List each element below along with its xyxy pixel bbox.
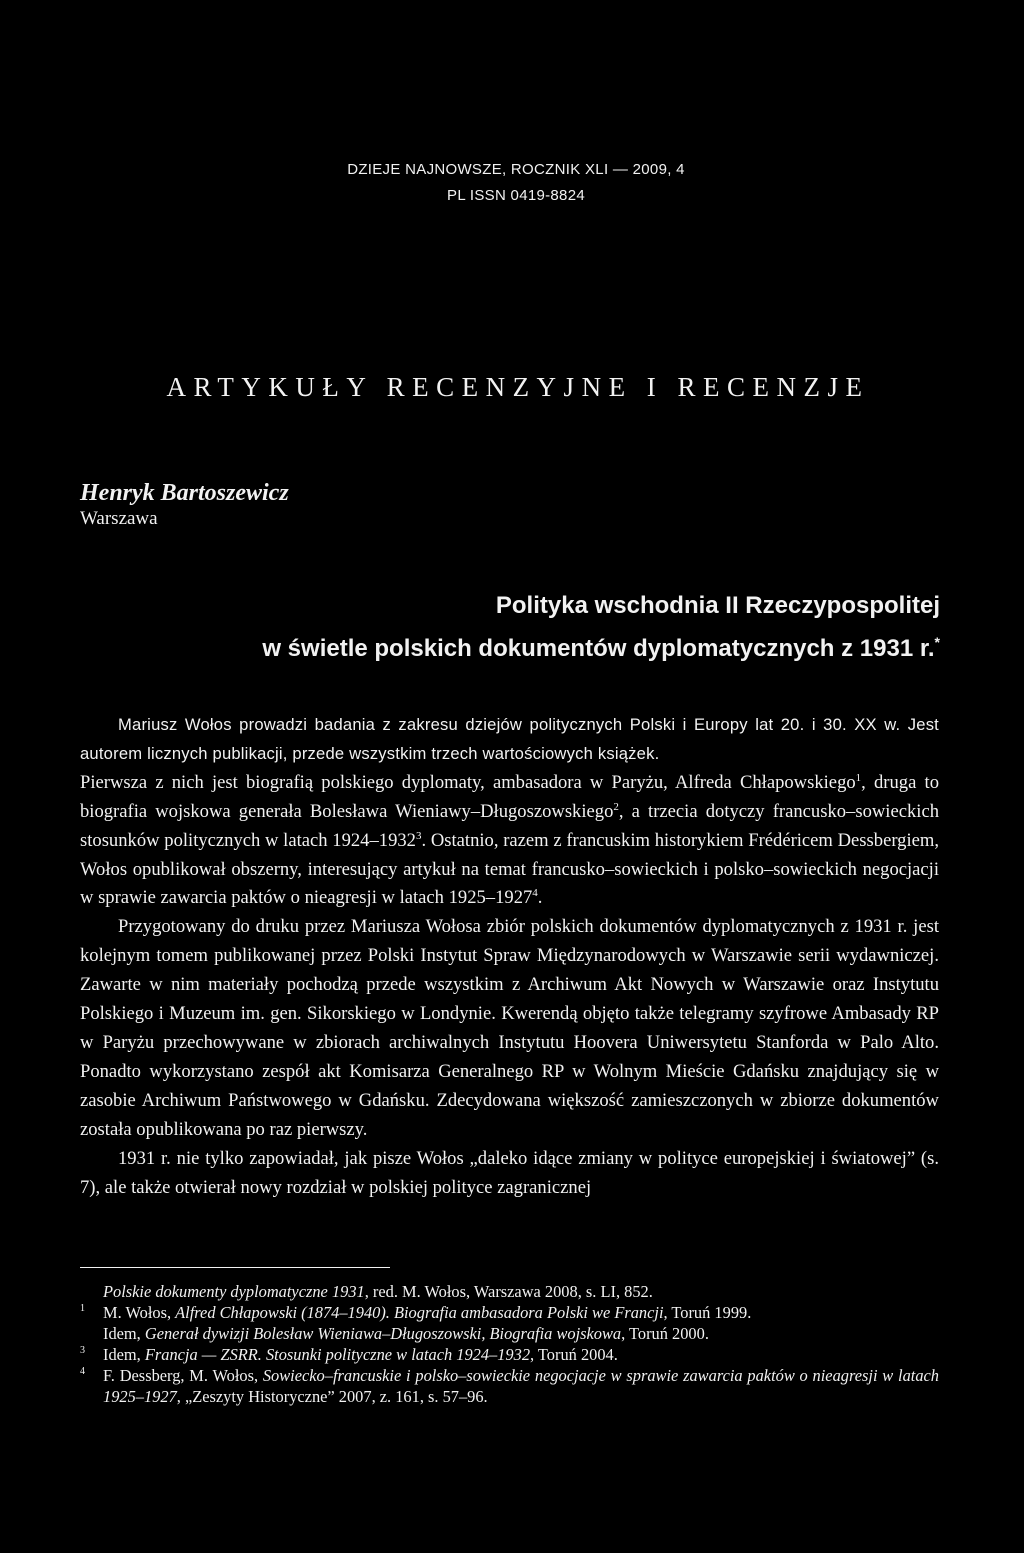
footnote-number: 3 xyxy=(80,1345,85,1356)
title-footnote-mark: * xyxy=(934,634,940,650)
footnote-3 xyxy=(80,1344,939,1365)
footnote-text: , red. M. Wołos, Warszawa 2008, s. LI, 852. xyxy=(364,1282,653,1301)
paragraph-1-cont xyxy=(80,769,939,914)
journal-header xyxy=(80,157,952,209)
footnote-italic: Generał dywizji Bolesław Wieniawa–Długoszowski, Biografia wojskowa xyxy=(144,1324,622,1343)
document-page xyxy=(80,0,952,1553)
article-title-line2 xyxy=(80,624,940,667)
section-heading: ARTYKUŁY RECENZYJNE I RECENZJE xyxy=(166,372,870,402)
footnote-text: Idem, xyxy=(103,1345,145,1364)
footnote-2 xyxy=(80,1323,939,1344)
footnote-star xyxy=(80,1281,939,1302)
paragraph-1-text-d: , a trzecia dotyczy francusko–sowieckich stosunków politycznych w latach 1924–1932 xyxy=(80,800,939,851)
footnote-text: , Toruń 2000. xyxy=(621,1324,709,1343)
footnote-text: , „Zeszyty Historyczne” 2007, z. 161, s. 57–96. xyxy=(176,1387,488,1406)
paragraph-1-intro: Mariusz Wołos prowadzi badania z zakresu dziejów politycznych Polski i Europy lat 20. i 30. XX w. Jest autorem licznych publikacji, przede wszystkim trzech wartościowych książek. xyxy=(80,715,939,763)
footnote-italic: Francja — ZSRR. Stosunki polityczne w latach 1924–1932 xyxy=(144,1345,531,1364)
article-body xyxy=(80,711,939,1202)
paragraph-1 xyxy=(80,711,939,769)
paragraph-1-text-e: . Ostatnio, razem z francuskim historykiem Frédéricem Dessbergiem, Wołos opublikował obszerny, interesujący artykuł na temat francusko–sowieckich i polsko–sowieckich negocjacji w sprawie zawarcia paktów o nieagresji w latach 1925–1927 xyxy=(80,829,940,909)
footnote-separator xyxy=(80,1267,390,1268)
footnote-text: , Toruń 2004. xyxy=(530,1345,618,1364)
footnote-italic: Polskie dokumenty dyplomatyczne 1931 xyxy=(103,1282,365,1301)
footnote-number: 1 xyxy=(80,1303,85,1314)
paragraph-2: Przygotowany do druku przez Mariusza Wołosa zbiór polskich dokumentów dyplomatycznych z 1931 r. jest kolejnym tomem publikowanej przez Polski Instytut Spraw Międzynarodowych w Warszawie serii wydawniczej. Zawarte w nim materiały pochodzą przede wszystkim z Archiwum Akt Nowych w Warszawie oraz Instytutu Polskiego i Muzeum im. gen. Sikorskiego w Londynie. Kwerendą objęto także telegramy szyfrowe Ambasady RP w Paryżu przechowywane w zbiorach archiwalnych Instytutu Hoovera Uniwersytetu Stanforda w Palo Alto. Ponadto wykorzystano zespół akt Komisarza Generalnego RP w Wolnym Mieście Gdańsku znajdujący się w zasobie Archiwum Państwowego w Gdańsku. Zdecydowana większość zamieszczonych w zbiorze dokumentów została opublikowana po raz pierwszy. xyxy=(80,916,939,1140)
footnote-ref-2: 2 xyxy=(613,800,619,813)
footnotes xyxy=(80,1281,939,1407)
footnote-text: Idem, xyxy=(103,1324,145,1343)
footnote-italic: Sowiecko–francuskie i polsko–sowieckie negocjacje w sprawie zawarcia paktów o nieagresji w latach 1925–1927 xyxy=(103,1366,939,1406)
paragraph-3: 1931 r. nie tylko zapowiadał, jak pisze Wołos „daleko idące zmiany w polityce europejskiej i światowej” (s. 7), ale także otwierał nowy rozdział w polskiej polityce zagranicznej xyxy=(80,1147,939,1198)
footnote-text: M. Wołos, xyxy=(103,1303,176,1322)
footnote-ref-1: 1 xyxy=(855,771,862,784)
article-title-line2-text: w świetle polskich dokumentów dyplomatycznych z 1931 r. xyxy=(262,635,935,662)
footnote-italic: Alfred Chłapowski (1874–1940). Biografia ambasadora Polski we Francji xyxy=(175,1303,664,1322)
footnote-text: , Toruń 1999. xyxy=(663,1303,752,1322)
author-city: Warszawa xyxy=(80,508,158,529)
footnote-ref-4: 4 xyxy=(532,887,538,900)
footnote-4 xyxy=(80,1365,939,1407)
footnote-ref-3: 3 xyxy=(415,829,422,842)
journal-title: DZIEJE NAJNOWSZE, ROCZNIK XLI — 2009, 4 xyxy=(347,161,685,178)
paragraph-1-text-b: Pierwsza z nich jest biografią polskiego dyplomaty, ambasadora w Paryżu, Alfreda Chłapowskiego xyxy=(80,771,856,793)
footnote-number: 4 xyxy=(80,1366,85,1377)
footnote-text: F. Dessberg, M. Wołos, xyxy=(103,1366,263,1385)
article-title xyxy=(80,588,940,667)
article-title-line1: Polityka wschodnia II Rzeczypospolitej xyxy=(495,592,940,619)
paragraph-1-text-c: , druga to biografia wojskowa generała Bolesława Wieniawy–Długoszowskiego xyxy=(80,771,940,822)
journal-issn: PL ISSN 0419-8824 xyxy=(447,187,585,204)
footnote-1 xyxy=(80,1302,939,1323)
paragraph-1-text-f: . xyxy=(537,887,543,909)
author-name: Henryk Bartoszewicz xyxy=(80,480,289,506)
